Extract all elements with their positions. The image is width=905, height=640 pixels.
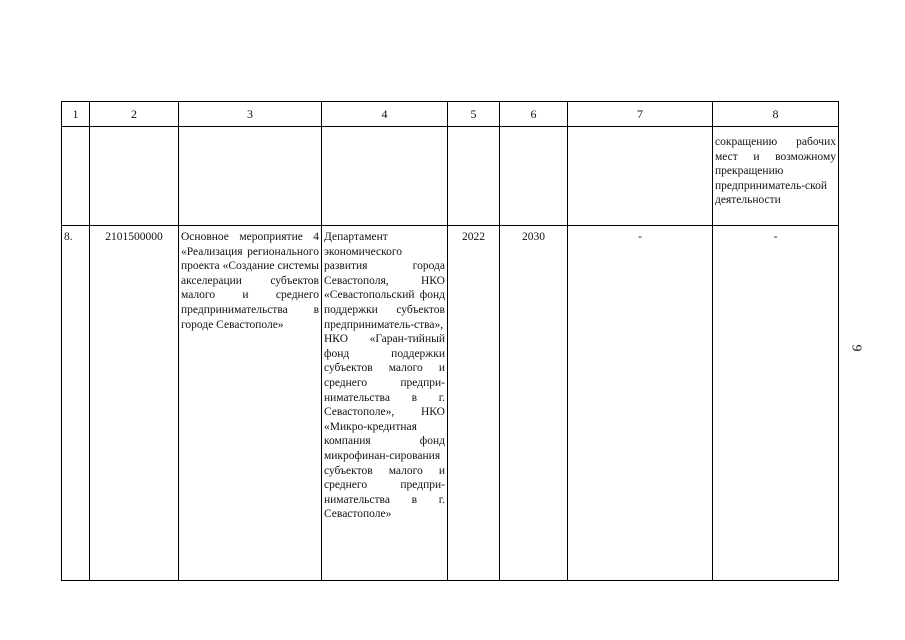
- page-number: 9: [848, 344, 864, 352]
- plan-table: [61, 101, 839, 581]
- continuation-text: сокращению рабочих мест и возможному прекращению предприниматель-ской деятельности: [713, 127, 839, 226]
- header-cell-5: 5: [448, 102, 500, 127]
- table-row: [62, 226, 839, 581]
- header-row: [62, 102, 839, 127]
- table-cell: [500, 127, 568, 226]
- header-cell-7: 7: [568, 102, 713, 127]
- table-cell: [179, 127, 322, 226]
- end-year: 2030: [500, 226, 568, 581]
- result-value: -: [568, 226, 713, 581]
- header-cell-8: 8: [713, 102, 839, 127]
- header-cell-2: 2: [90, 102, 179, 127]
- measure-name: Основное мероприятие 4 «Реализация регионального проекта «Создание системы акселерации субъектов малого и среднего предпринимательства в городе Севастополе»: [179, 226, 322, 581]
- consequence-value: -: [713, 226, 839, 581]
- continuation-row: [62, 127, 839, 226]
- header-cell-4: 4: [322, 102, 448, 127]
- header-cell-6: 6: [500, 102, 568, 127]
- table-cell: [448, 127, 500, 226]
- header-cell-1: 1: [62, 102, 90, 127]
- row-number: 8.: [62, 226, 90, 581]
- table-cell: [568, 127, 713, 226]
- budget-code: 2101500000: [90, 226, 179, 581]
- header-cell-3: 3: [179, 102, 322, 127]
- table-cell: [322, 127, 448, 226]
- start-year: 2022: [448, 226, 500, 581]
- table-cell: [90, 127, 179, 226]
- executors: Департамент экономического развития города Севастополя, НКО «Севастопольский фонд поддержки субъектов предприниматель-ства», НКО «Гаран-тийный фонд поддержки субъектов малого и среднего предпри-нимательства в г. Севастополе», НКО «Микро-кредитная компания фонд микрофинан-сирования субъектов малого и среднего предпри-нимательства в г. Севастополе»: [322, 226, 448, 581]
- table-cell: [62, 127, 90, 226]
